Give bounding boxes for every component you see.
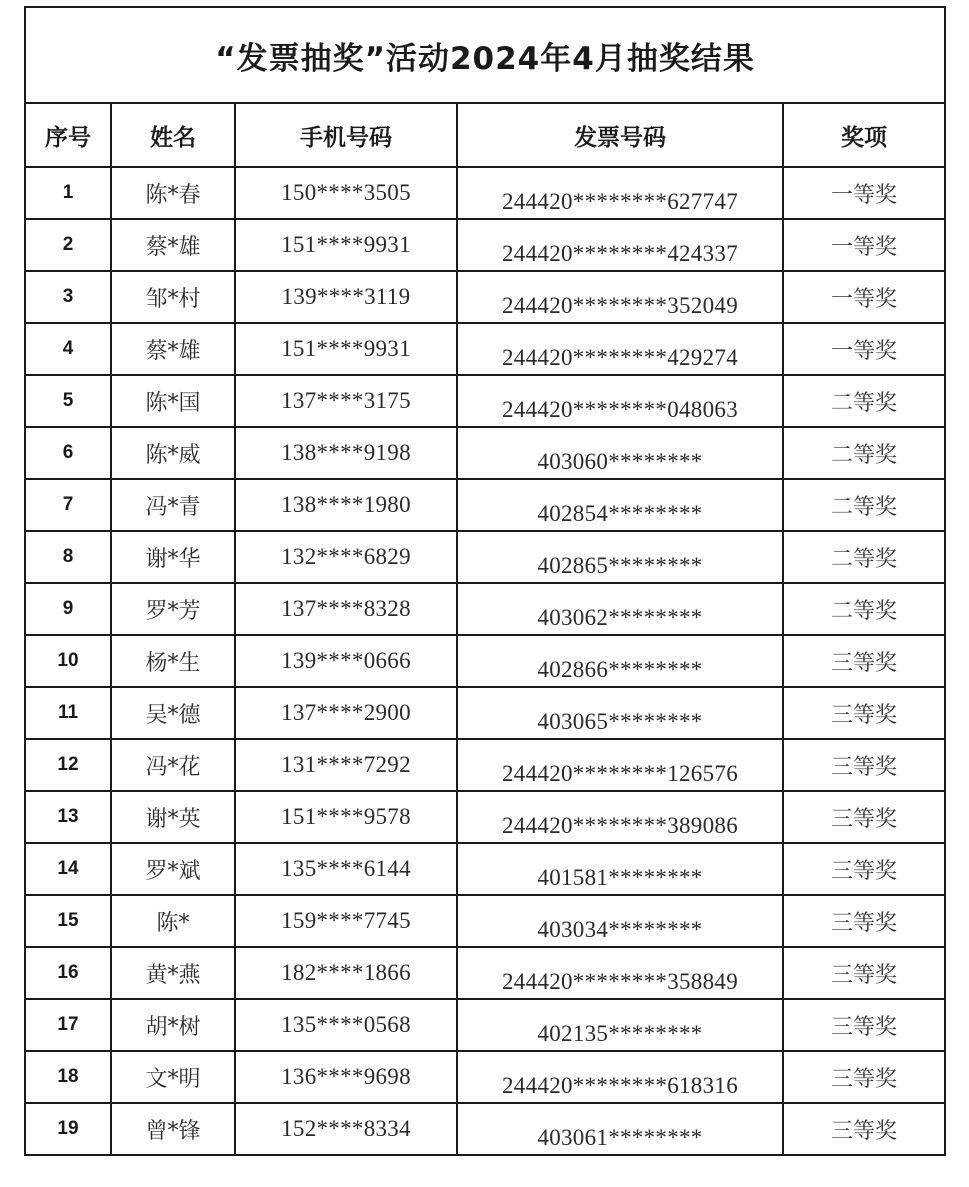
cell-index: 11 [25, 687, 111, 739]
cell-index: 9 [25, 583, 111, 635]
cell-index: 4 [25, 323, 111, 375]
cell-prize: 三等奖 [783, 947, 945, 999]
cell-prize: 二等奖 [783, 583, 945, 635]
cell-phone: 132****6829 [235, 531, 457, 583]
cell-invoice [457, 1051, 783, 1103]
cell-invoice [457, 271, 783, 323]
cell-phone: 182****1866 [235, 947, 457, 999]
invoice-number: 244420********358849 [502, 969, 738, 994]
cell-prize: 二等奖 [783, 479, 945, 531]
cell-phone: 151****9578 [235, 791, 457, 843]
invoice-number: 402854******** [537, 501, 703, 526]
cell-invoice [457, 583, 783, 635]
cell-prize: 一等奖 [783, 271, 945, 323]
cell-phone: 150****3505 [235, 167, 457, 219]
table-row [25, 791, 945, 843]
cell-phone: 137****2900 [235, 687, 457, 739]
invoice-number: 244420********618316 [502, 1073, 738, 1098]
invoice-number: 403060******** [537, 449, 703, 474]
cell-name: 邹*村 [111, 271, 235, 323]
cell-index: 13 [25, 791, 111, 843]
header-index: 序号 [25, 103, 111, 167]
invoice-number: 403065******** [537, 709, 703, 734]
header-row [25, 103, 945, 167]
cell-prize: 一等奖 [783, 323, 945, 375]
cell-prize: 三等奖 [783, 791, 945, 843]
cell-index: 17 [25, 999, 111, 1051]
cell-index: 16 [25, 947, 111, 999]
table-row [25, 479, 945, 531]
cell-prize: 二等奖 [783, 427, 945, 479]
cell-invoice [457, 531, 783, 583]
cell-phone: 138****9198 [235, 427, 457, 479]
header-prize: 奖项 [783, 103, 945, 167]
cell-prize: 三等奖 [783, 999, 945, 1051]
cell-invoice [457, 843, 783, 895]
cell-index: 7 [25, 479, 111, 531]
cell-name: 陈*国 [111, 375, 235, 427]
cell-phone: 159****7745 [235, 895, 457, 947]
table-row [25, 531, 945, 583]
table-row [25, 1103, 945, 1155]
cell-name: 冯*花 [111, 739, 235, 791]
invoice-number: 244420********352049 [502, 293, 738, 318]
invoice-number: 401581******** [537, 865, 703, 890]
cell-prize: 二等奖 [783, 375, 945, 427]
invoice-number: 244420********126576 [502, 761, 738, 786]
invoice-number: 244420********048063 [502, 397, 738, 422]
cell-index: 18 [25, 1051, 111, 1103]
cell-phone: 139****0666 [235, 635, 457, 687]
cell-index: 14 [25, 843, 111, 895]
cell-phone: 135****6144 [235, 843, 457, 895]
cell-invoice [457, 479, 783, 531]
table-row [25, 843, 945, 895]
cell-prize: 一等奖 [783, 167, 945, 219]
cell-invoice [457, 427, 783, 479]
cell-prize: 三等奖 [783, 1103, 945, 1155]
cell-invoice [457, 219, 783, 271]
cell-name: 文*明 [111, 1051, 235, 1103]
cell-phone: 136****9698 [235, 1051, 457, 1103]
cell-prize: 三等奖 [783, 687, 945, 739]
cell-name: 蔡*雄 [111, 219, 235, 271]
cell-name: 曾*锋 [111, 1103, 235, 1155]
invoice-number: 244420********429274 [502, 345, 738, 370]
cell-index: 19 [25, 1103, 111, 1155]
table-row [25, 947, 945, 999]
table-title: “发票抽奖”活动2024年4月抽奖结果 [25, 7, 945, 103]
table-row [25, 635, 945, 687]
cell-prize: 三等奖 [783, 895, 945, 947]
cell-prize: 三等奖 [783, 1051, 945, 1103]
cell-phone: 135****0568 [235, 999, 457, 1051]
cell-phone: 151****9931 [235, 219, 457, 271]
cell-invoice [457, 999, 783, 1051]
cell-index: 3 [25, 271, 111, 323]
invoice-number: 403034******** [537, 917, 703, 942]
cell-prize: 三等奖 [783, 635, 945, 687]
cell-phone: 138****1980 [235, 479, 457, 531]
cell-index: 15 [25, 895, 111, 947]
table-row [25, 687, 945, 739]
table-row [25, 739, 945, 791]
cell-invoice [457, 167, 783, 219]
cell-invoice [457, 375, 783, 427]
invoice-number: 244420********424337 [502, 241, 738, 266]
cell-invoice [457, 323, 783, 375]
table-row [25, 999, 945, 1051]
cell-index: 10 [25, 635, 111, 687]
invoice-number: 244420********389086 [502, 813, 738, 838]
cell-phone: 131****7292 [235, 739, 457, 791]
cell-name: 陈*威 [111, 427, 235, 479]
table-body [25, 167, 945, 1155]
cell-name: 陈* [111, 895, 235, 947]
cell-invoice [457, 947, 783, 999]
cell-index: 5 [25, 375, 111, 427]
table-row [25, 895, 945, 947]
cell-name: 罗*斌 [111, 843, 235, 895]
header-phone: 手机号码 [235, 103, 457, 167]
cell-phone: 137****8328 [235, 583, 457, 635]
invoice-number: 402866******** [537, 657, 703, 682]
cell-name: 杨*生 [111, 635, 235, 687]
cell-name: 谢*华 [111, 531, 235, 583]
cell-name: 蔡*雄 [111, 323, 235, 375]
cell-invoice [457, 1103, 783, 1155]
lottery-results-table [24, 6, 946, 1156]
cell-phone: 137****3175 [235, 375, 457, 427]
invoice-number: 402865******** [537, 553, 703, 578]
table-row [25, 167, 945, 219]
cell-prize: 一等奖 [783, 219, 945, 271]
cell-prize: 三等奖 [783, 739, 945, 791]
cell-index: 12 [25, 739, 111, 791]
invoice-number: 402135******** [537, 1021, 703, 1046]
cell-invoice [457, 739, 783, 791]
invoice-number: 403062******** [537, 605, 703, 630]
cell-name: 谢*英 [111, 791, 235, 843]
table-row [25, 583, 945, 635]
table-row [25, 1051, 945, 1103]
invoice-number: 244420********627747 [502, 189, 738, 214]
cell-name: 吴*德 [111, 687, 235, 739]
invoice-number: 403061******** [537, 1125, 703, 1150]
cell-name: 陈*春 [111, 167, 235, 219]
cell-invoice [457, 791, 783, 843]
cell-prize: 二等奖 [783, 531, 945, 583]
cell-index: 8 [25, 531, 111, 583]
table-row [25, 219, 945, 271]
cell-name: 黄*燕 [111, 947, 235, 999]
cell-invoice [457, 635, 783, 687]
table-row [25, 375, 945, 427]
cell-name: 胡*树 [111, 999, 235, 1051]
cell-phone: 151****9931 [235, 323, 457, 375]
cell-name: 罗*芳 [111, 583, 235, 635]
cell-index: 6 [25, 427, 111, 479]
header-invoice: 发票号码 [457, 103, 783, 167]
cell-prize: 三等奖 [783, 843, 945, 895]
header-name: 姓名 [111, 103, 235, 167]
cell-invoice [457, 895, 783, 947]
table-row [25, 427, 945, 479]
cell-phone: 152****8334 [235, 1103, 457, 1155]
table-row [25, 323, 945, 375]
cell-invoice [457, 687, 783, 739]
cell-name: 冯*青 [111, 479, 235, 531]
cell-index: 2 [25, 219, 111, 271]
table-row [25, 271, 945, 323]
cell-phone: 139****3119 [235, 271, 457, 323]
cell-index: 1 [25, 167, 111, 219]
